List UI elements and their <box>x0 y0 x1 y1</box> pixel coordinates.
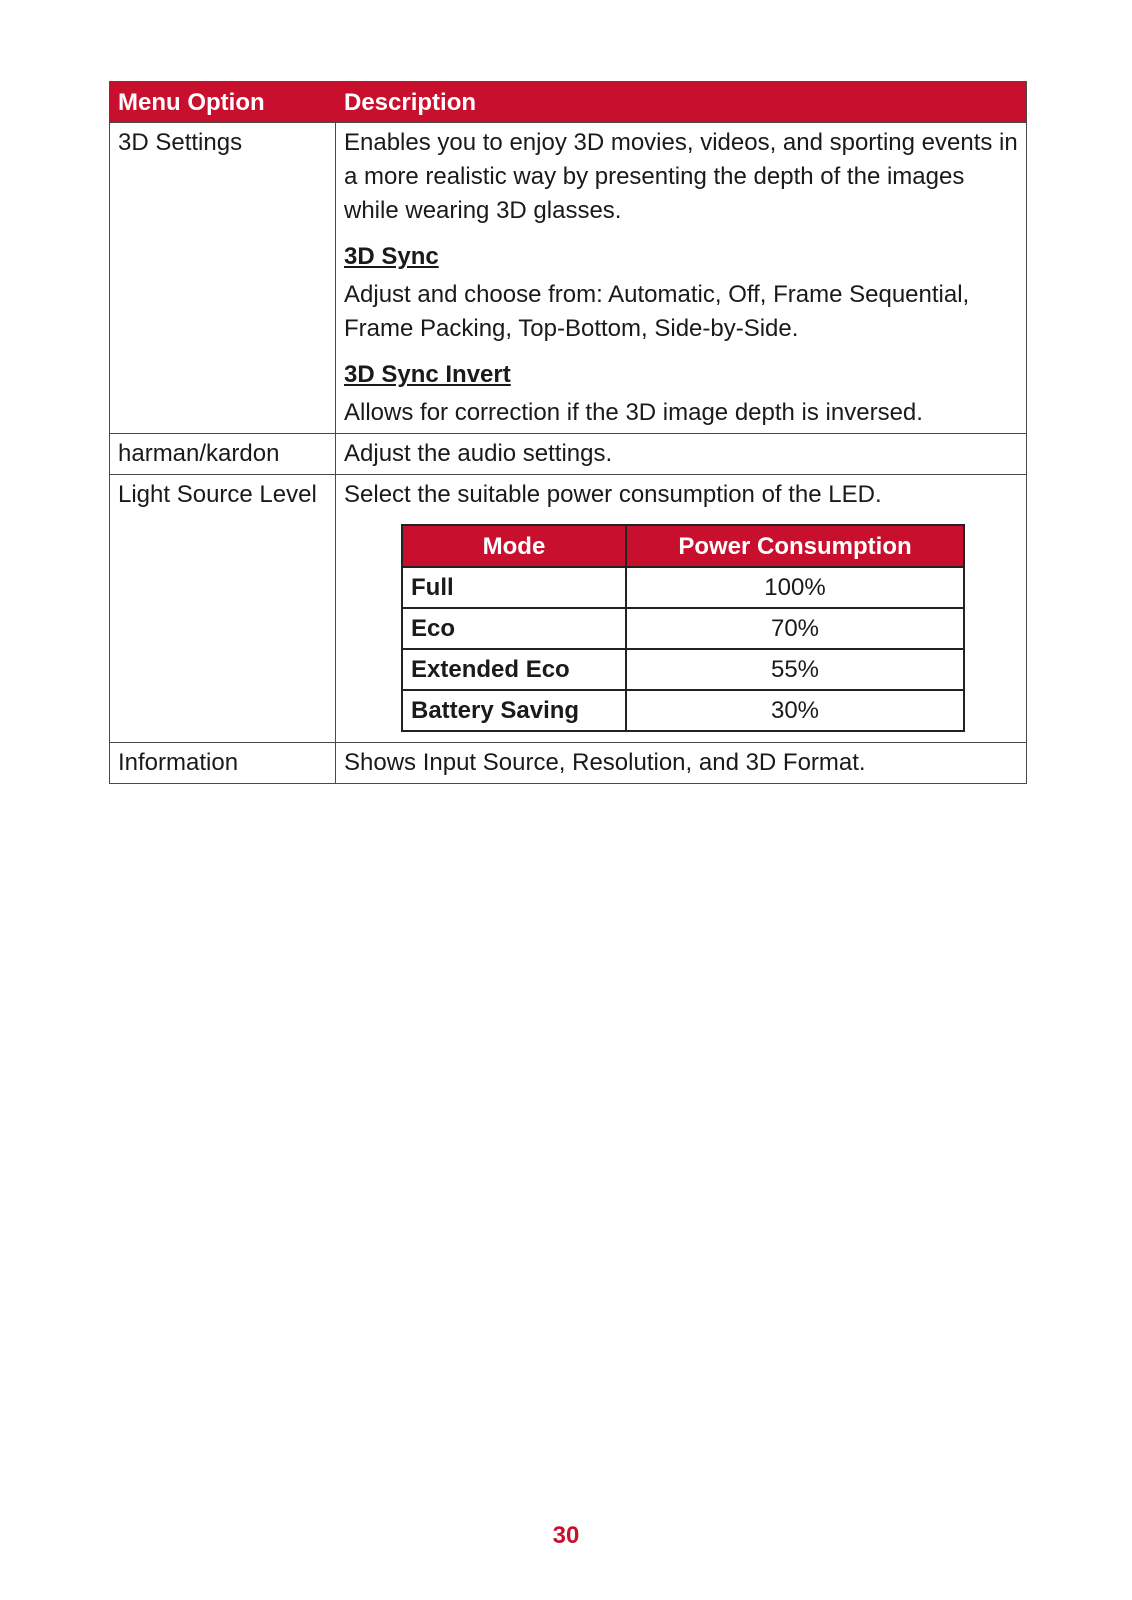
table-row <box>110 123 1027 434</box>
description-harman-kardon: Adjust the audio settings. <box>336 434 1027 475</box>
description-3d-settings <box>336 123 1027 434</box>
mode-row-eco <box>402 608 964 649</box>
table-header-row <box>110 82 1027 123</box>
option-3d-settings: 3D Settings <box>110 123 336 434</box>
header-mode: Mode <box>402 525 626 567</box>
description-light-source-level <box>336 475 1027 743</box>
table-row <box>110 743 1027 784</box>
mode-power: 100% <box>626 567 964 608</box>
mode-row-extended-eco <box>402 649 964 690</box>
mode-power: 70% <box>626 608 964 649</box>
mode-name: Extended Eco <box>402 649 626 690</box>
text-3d-sync: Adjust and choose from: Automatic, Off, Frame Sequential, Frame Packing, Top-Bottom, Side-by-Side. <box>344 281 970 342</box>
table-row <box>110 434 1027 475</box>
header-menu-option: Menu Option <box>110 82 336 123</box>
mode-row-full <box>402 567 964 608</box>
text-3d-sync-invert: Allows for correction if the 3D image depth is inversed. <box>344 399 923 426</box>
option-harman-kardon: harman/kardon <box>110 434 336 475</box>
mode-power: 55% <box>626 649 964 690</box>
page-number: 30 <box>552 1522 580 1549</box>
description-information: Shows Input Source, Resolution, and 3D Format. <box>336 743 1027 784</box>
menu-options-table <box>109 81 1027 784</box>
description-text: Enables you to enjoy 3D movies, videos, and sporting events in a more realistic way by presenting the depth of the images while wearing 3D glasses. <box>344 129 1018 224</box>
mode-power: 30% <box>626 690 964 731</box>
option-light-source-level: Light Source Level <box>110 475 336 743</box>
power-mode-table <box>401 524 965 732</box>
mode-name: Full <box>402 567 626 608</box>
table-row <box>110 475 1027 743</box>
mode-table-header-row <box>402 525 964 567</box>
header-description: Description <box>336 82 1027 123</box>
option-information: Information <box>110 743 336 784</box>
description-text: Select the suitable power consumption of the LED. <box>344 481 882 508</box>
subheading-3d-sync: 3D Sync <box>344 243 439 270</box>
mode-name: Battery Saving <box>402 690 626 731</box>
header-power-consumption: Power Consumption <box>626 525 964 567</box>
subheading-3d-sync-invert: 3D Sync Invert <box>344 361 511 388</box>
mode-row-battery-saving <box>402 690 964 731</box>
mode-name: Eco <box>402 608 626 649</box>
